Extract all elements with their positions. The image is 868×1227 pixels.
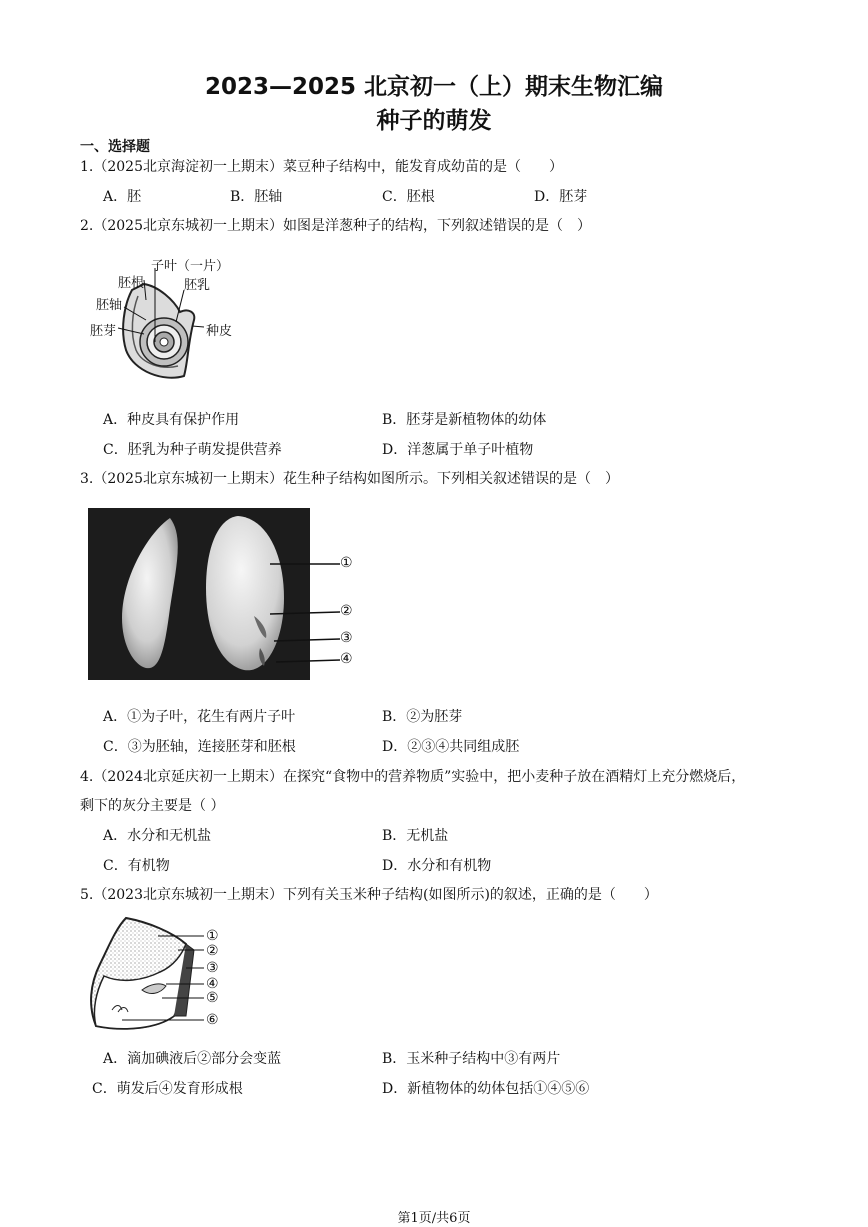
question-4-stem-line1: 4.（2024北京延庆初一上期末）在探究“食物中的营养物质”实验中，把小麦种子放在酒精灯上充分燃烧后， — [80, 769, 746, 785]
onion-label-hypocotyl: 胚轴 — [96, 298, 123, 313]
corn-label-2: ② — [206, 943, 219, 959]
question-1-option-d: D．胚芽 — [534, 189, 588, 205]
question-2-option-c: C．胚乳为种子萌发提供营养 — [103, 442, 282, 458]
peanut-label-2: ② — [340, 603, 353, 619]
question-3-option-b: B．②为胚芽 — [382, 709, 463, 725]
question-2-stem: 2.（2025北京东城初一上期末）如图是洋葱种子的结构，下列叙述错误的是（ ） — [80, 218, 591, 234]
question-2-option-a: A．种皮具有保护作用 — [103, 412, 240, 428]
question-4-stem-line2: 剩下的灰分主要是（ ） — [80, 798, 225, 814]
question-1-option-b: B．胚轴 — [230, 189, 283, 205]
question-5-option-a: A．滴加碘液后②部分会变蓝 — [103, 1051, 282, 1067]
corn-label-5: ⑤ — [206, 990, 219, 1006]
question-3-option-a: A．①为子叶，花生有两片子叶 — [103, 709, 296, 725]
question-2-option-d: D．洋葱属于单子叶植物 — [382, 442, 534, 458]
corn-label-6: ⑥ — [206, 1012, 219, 1028]
corn-label-1: ① — [206, 928, 219, 944]
corn-label-4: ④ — [206, 976, 219, 992]
question-3-stem: 3.（2025北京东城初一上期末）花生种子结构如图所示。下列相关叙述错误的是（ ） — [80, 471, 619, 487]
page-subtitle: 种子的萌发 — [376, 108, 492, 134]
page-title: 2023—2025 北京初一（上）期末生物汇编 — [204, 74, 664, 100]
question-3-option-d: D．②③④共同组成胚 — [382, 739, 520, 755]
question-5-option-d: D．新植物体的幼体包括①④⑤⑥ — [382, 1081, 590, 1097]
section-heading: 一、选择题 — [80, 139, 150, 155]
question-2-option-b: B．胚芽是新植物体的幼体 — [382, 412, 547, 428]
corn-seed-figure — [82, 914, 212, 1038]
question-3-option-c: C．③为胚轴，连接胚芽和胚根 — [103, 739, 296, 755]
onion-label-cotyledon: 子叶（一片） — [151, 259, 230, 274]
peanut-leader-lines — [270, 556, 342, 668]
question-5-option-b: B．玉米种子结构中③有两片 — [382, 1051, 561, 1067]
peanut-label-3: ③ — [340, 630, 353, 646]
onion-label-seed-coat: 种皮 — [206, 324, 233, 339]
question-4-option-d: D．水分和有机物 — [382, 858, 492, 874]
question-1-option-a: A．胚 — [103, 189, 142, 205]
question-1-option-c: C．胚根 — [382, 189, 435, 205]
onion-label-radicle: 胚根 — [118, 276, 145, 291]
question-4-option-b: B．无机盐 — [382, 828, 449, 844]
question-5-option-c: C．萌发后④发育形成根 — [92, 1081, 243, 1097]
corn-label-3: ③ — [206, 960, 219, 976]
question-4-option-c: C．有机物 — [103, 858, 170, 874]
question-4-option-a: A．水分和无机盐 — [103, 828, 212, 844]
page-footer: 第1页/共6页 — [397, 1211, 471, 1226]
peanut-label-1: ① — [340, 555, 353, 571]
onion-label-plumule: 胚芽 — [90, 324, 117, 339]
question-5-stem: 5.（2023北京东城初一上期末）下列有关玉米种子结构(如图所示)的叙述，正确的是（ ） — [80, 887, 658, 903]
onion-label-endosperm: 胚乳 — [184, 278, 211, 293]
question-1-stem: 1.（2025北京海淀初一上期末）菜豆种子结构中，能发育成幼苗的是（ ） — [80, 159, 563, 175]
peanut-label-4: ④ — [340, 651, 353, 667]
